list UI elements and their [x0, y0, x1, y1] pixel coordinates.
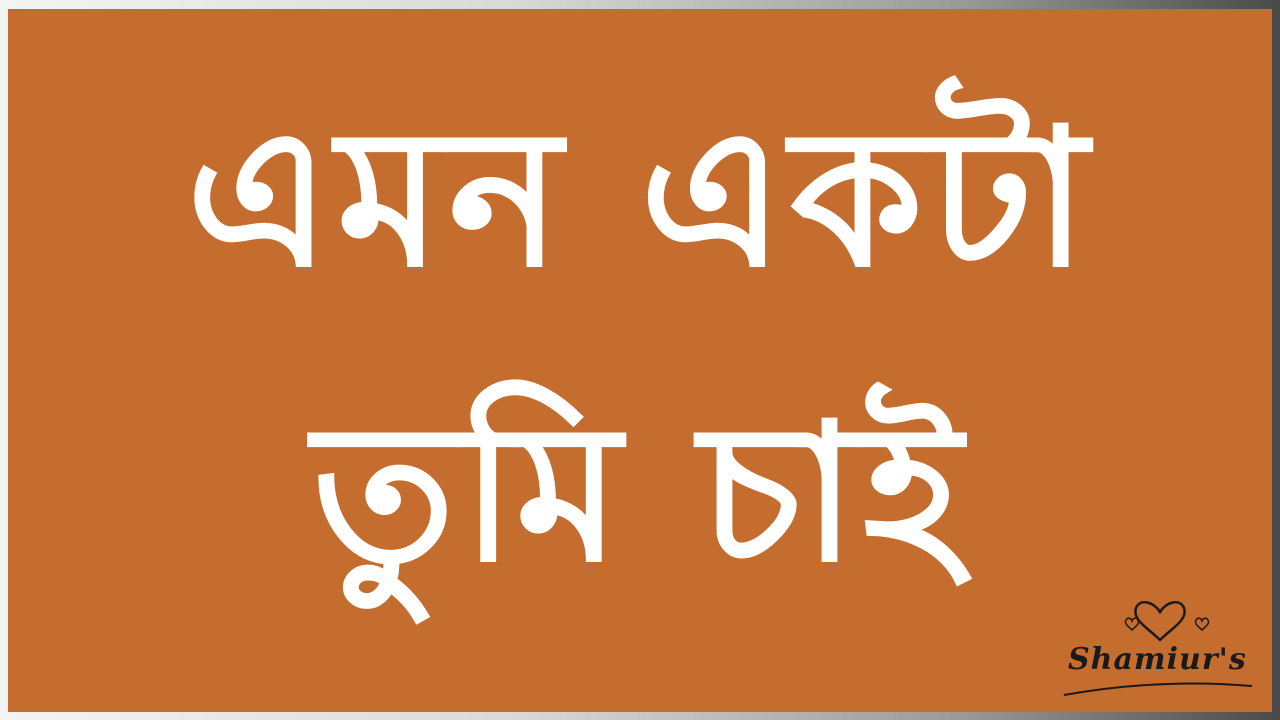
brand-name: Shamiur's	[1068, 642, 1247, 677]
title-line-2: তুমি চাই	[312, 383, 968, 604]
brand-watermark	[1060, 600, 1260, 710]
title-line-1: এমন একটা	[186, 88, 1094, 309]
